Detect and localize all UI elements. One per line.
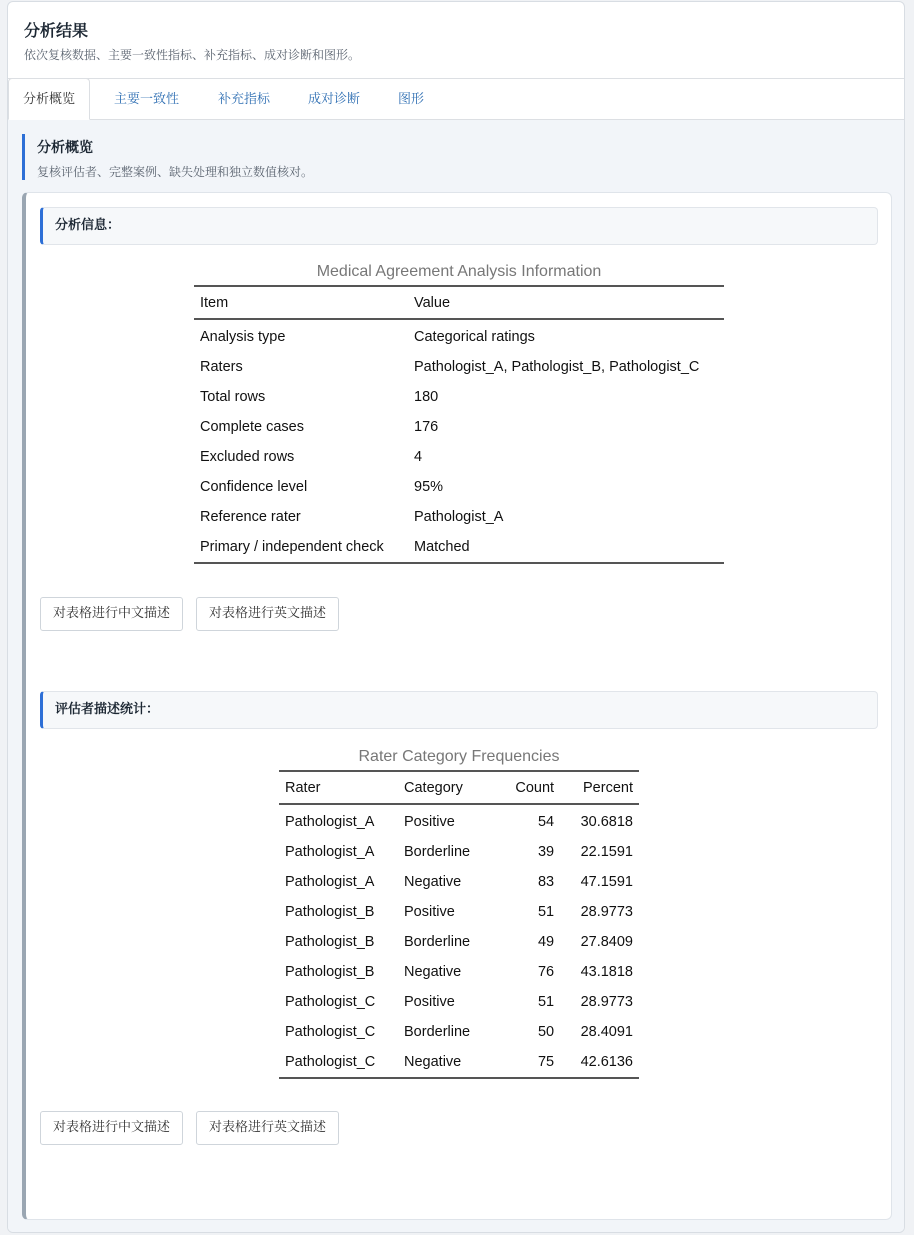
tab-bar	[8, 78, 904, 120]
rater-stats-heading: 评估者描述统计：	[40, 691, 878, 729]
table-cell: 51	[537, 904, 555, 920]
table-cell: Pathologist_A	[285, 844, 375, 860]
tab-pairwise-diagnostics[interactable]: 成对诊断	[308, 92, 361, 107]
table-row	[194, 502, 724, 532]
table-cell: 42.6136	[560, 1047, 639, 1078]
table-cell: Pathologist_B	[285, 964, 375, 980]
table-cell: 28.9773	[580, 994, 633, 1010]
describe-table-english-button[interactable]: 对表格进行英文描述	[196, 597, 339, 631]
table-cell: 28.9773	[580, 904, 633, 920]
table-cell: Borderline	[404, 934, 471, 950]
info-table-caption: Medical Agreement Analysis Information	[316, 263, 602, 280]
table-cell: Borderline	[404, 844, 471, 860]
table-cell: 28.4091	[580, 1024, 633, 1040]
table-cell: Excluded rows	[200, 449, 295, 465]
table-cell: 75	[498, 1047, 560, 1078]
describe-table-english-button[interactable]: 对表格进行英文描述	[196, 1111, 339, 1145]
table-cell: 22.1591	[580, 844, 633, 860]
table-row	[279, 867, 639, 897]
table-row	[279, 897, 639, 927]
table-cell: Negative	[404, 874, 462, 890]
table-cell: 43.1818	[580, 964, 633, 980]
rater-table-header	[279, 771, 639, 804]
section-title: 分析概览	[37, 140, 93, 156]
table-cell: 83	[537, 874, 555, 890]
table-cell: 39	[537, 844, 555, 860]
rater-table-caption: Rater Category Frequencies	[358, 748, 560, 765]
table-cell: Positive	[404, 814, 455, 830]
table-row	[279, 927, 639, 957]
table-cell: Pathologist_C	[285, 994, 376, 1010]
table-cell: 76	[537, 964, 555, 980]
tab-content	[8, 120, 904, 1232]
table-row	[194, 412, 724, 442]
table-cell: Pathologist_B	[285, 904, 375, 920]
table-row	[194, 319, 724, 352]
describe-table-chinese-button[interactable]: 对表格进行中文描述	[40, 597, 183, 631]
table-cell: Pathologist_A	[285, 814, 375, 830]
table-cell: 4	[414, 449, 423, 465]
table-cell: Negative	[398, 1047, 498, 1078]
table-cell: Pathologist_C	[285, 1024, 376, 1040]
section-description: 复核评估者、完整案例、缺失处理和独立数值核对。	[37, 165, 314, 179]
column-header: Value	[408, 286, 724, 319]
table-cell: 30.6818	[580, 814, 633, 830]
table-row	[279, 804, 639, 837]
info-heading: 分析信息：	[40, 207, 878, 245]
results-header	[8, 2, 904, 78]
table-cell: 54	[537, 814, 555, 830]
table-row	[279, 837, 639, 867]
rater-frequency-table	[279, 770, 639, 1079]
table-cell: 50	[537, 1024, 555, 1040]
table-cell: Pathologist_B	[285, 934, 375, 950]
table-cell: Total rows	[200, 389, 266, 405]
column-header: Count	[498, 771, 560, 804]
table-row	[194, 442, 724, 472]
table-cell: Positive	[404, 994, 455, 1010]
column-header: Percent	[560, 771, 639, 804]
table-row	[279, 1047, 639, 1078]
overview-panel	[22, 192, 892, 1220]
table-cell: Primary / independent check	[194, 532, 408, 563]
section-header	[22, 134, 313, 180]
column-header: Rater	[279, 771, 398, 804]
table-cell: Complete cases	[200, 419, 304, 435]
table-cell: 51	[537, 994, 555, 1010]
table-cell: Matched	[408, 532, 724, 563]
table-cell: Raters	[200, 359, 243, 375]
table-row	[279, 1017, 639, 1047]
table-cell: Confidence level	[200, 479, 308, 495]
table-cell: Borderline	[404, 1024, 471, 1040]
page-subtitle: 依次复核数据、主要一致性指标、补充指标、成对诊断和图形。	[24, 48, 361, 62]
table-row	[279, 987, 639, 1017]
column-header: Item	[194, 286, 408, 319]
table-row	[194, 472, 724, 502]
tab-graphics[interactable]: 图形	[398, 92, 425, 107]
table-cell: 47.1591	[580, 874, 633, 890]
info-table-header	[194, 286, 724, 319]
info-table	[194, 285, 724, 564]
page-title: 分析结果	[24, 21, 89, 40]
table-cell: Pathologist_A, Pathologist_B, Pathologist_C	[414, 359, 700, 375]
table-row	[194, 352, 724, 382]
results-container	[7, 1, 905, 1233]
table-cell: 176	[414, 419, 439, 435]
table-cell: Pathologist_A	[414, 509, 504, 525]
table-row	[194, 382, 724, 412]
table-cell: Pathologist_C	[279, 1047, 398, 1078]
column-header: Category	[398, 771, 498, 804]
tab-supplementary-metrics[interactable]: 补充指标	[218, 92, 271, 107]
table-cell: Categorical ratings	[414, 329, 535, 345]
table-cell: 180	[414, 389, 439, 405]
table-cell: 95%	[414, 479, 444, 495]
table-cell: Pathologist_A	[285, 874, 375, 890]
table-row	[279, 957, 639, 987]
table-cell: Positive	[404, 904, 455, 920]
table-row	[194, 532, 724, 563]
table-cell: 27.8409	[580, 934, 633, 950]
table-cell: Negative	[404, 964, 462, 980]
table-cell: Analysis type	[200, 329, 286, 345]
describe-table-chinese-button[interactable]: 对表格进行中文描述	[40, 1111, 183, 1145]
table-cell: Reference rater	[200, 509, 301, 525]
table-cell: 49	[537, 934, 555, 950]
tab-primary-agreement[interactable]: 主要一致性	[114, 92, 180, 107]
tab-overview[interactable]: 分析概览	[8, 78, 90, 120]
